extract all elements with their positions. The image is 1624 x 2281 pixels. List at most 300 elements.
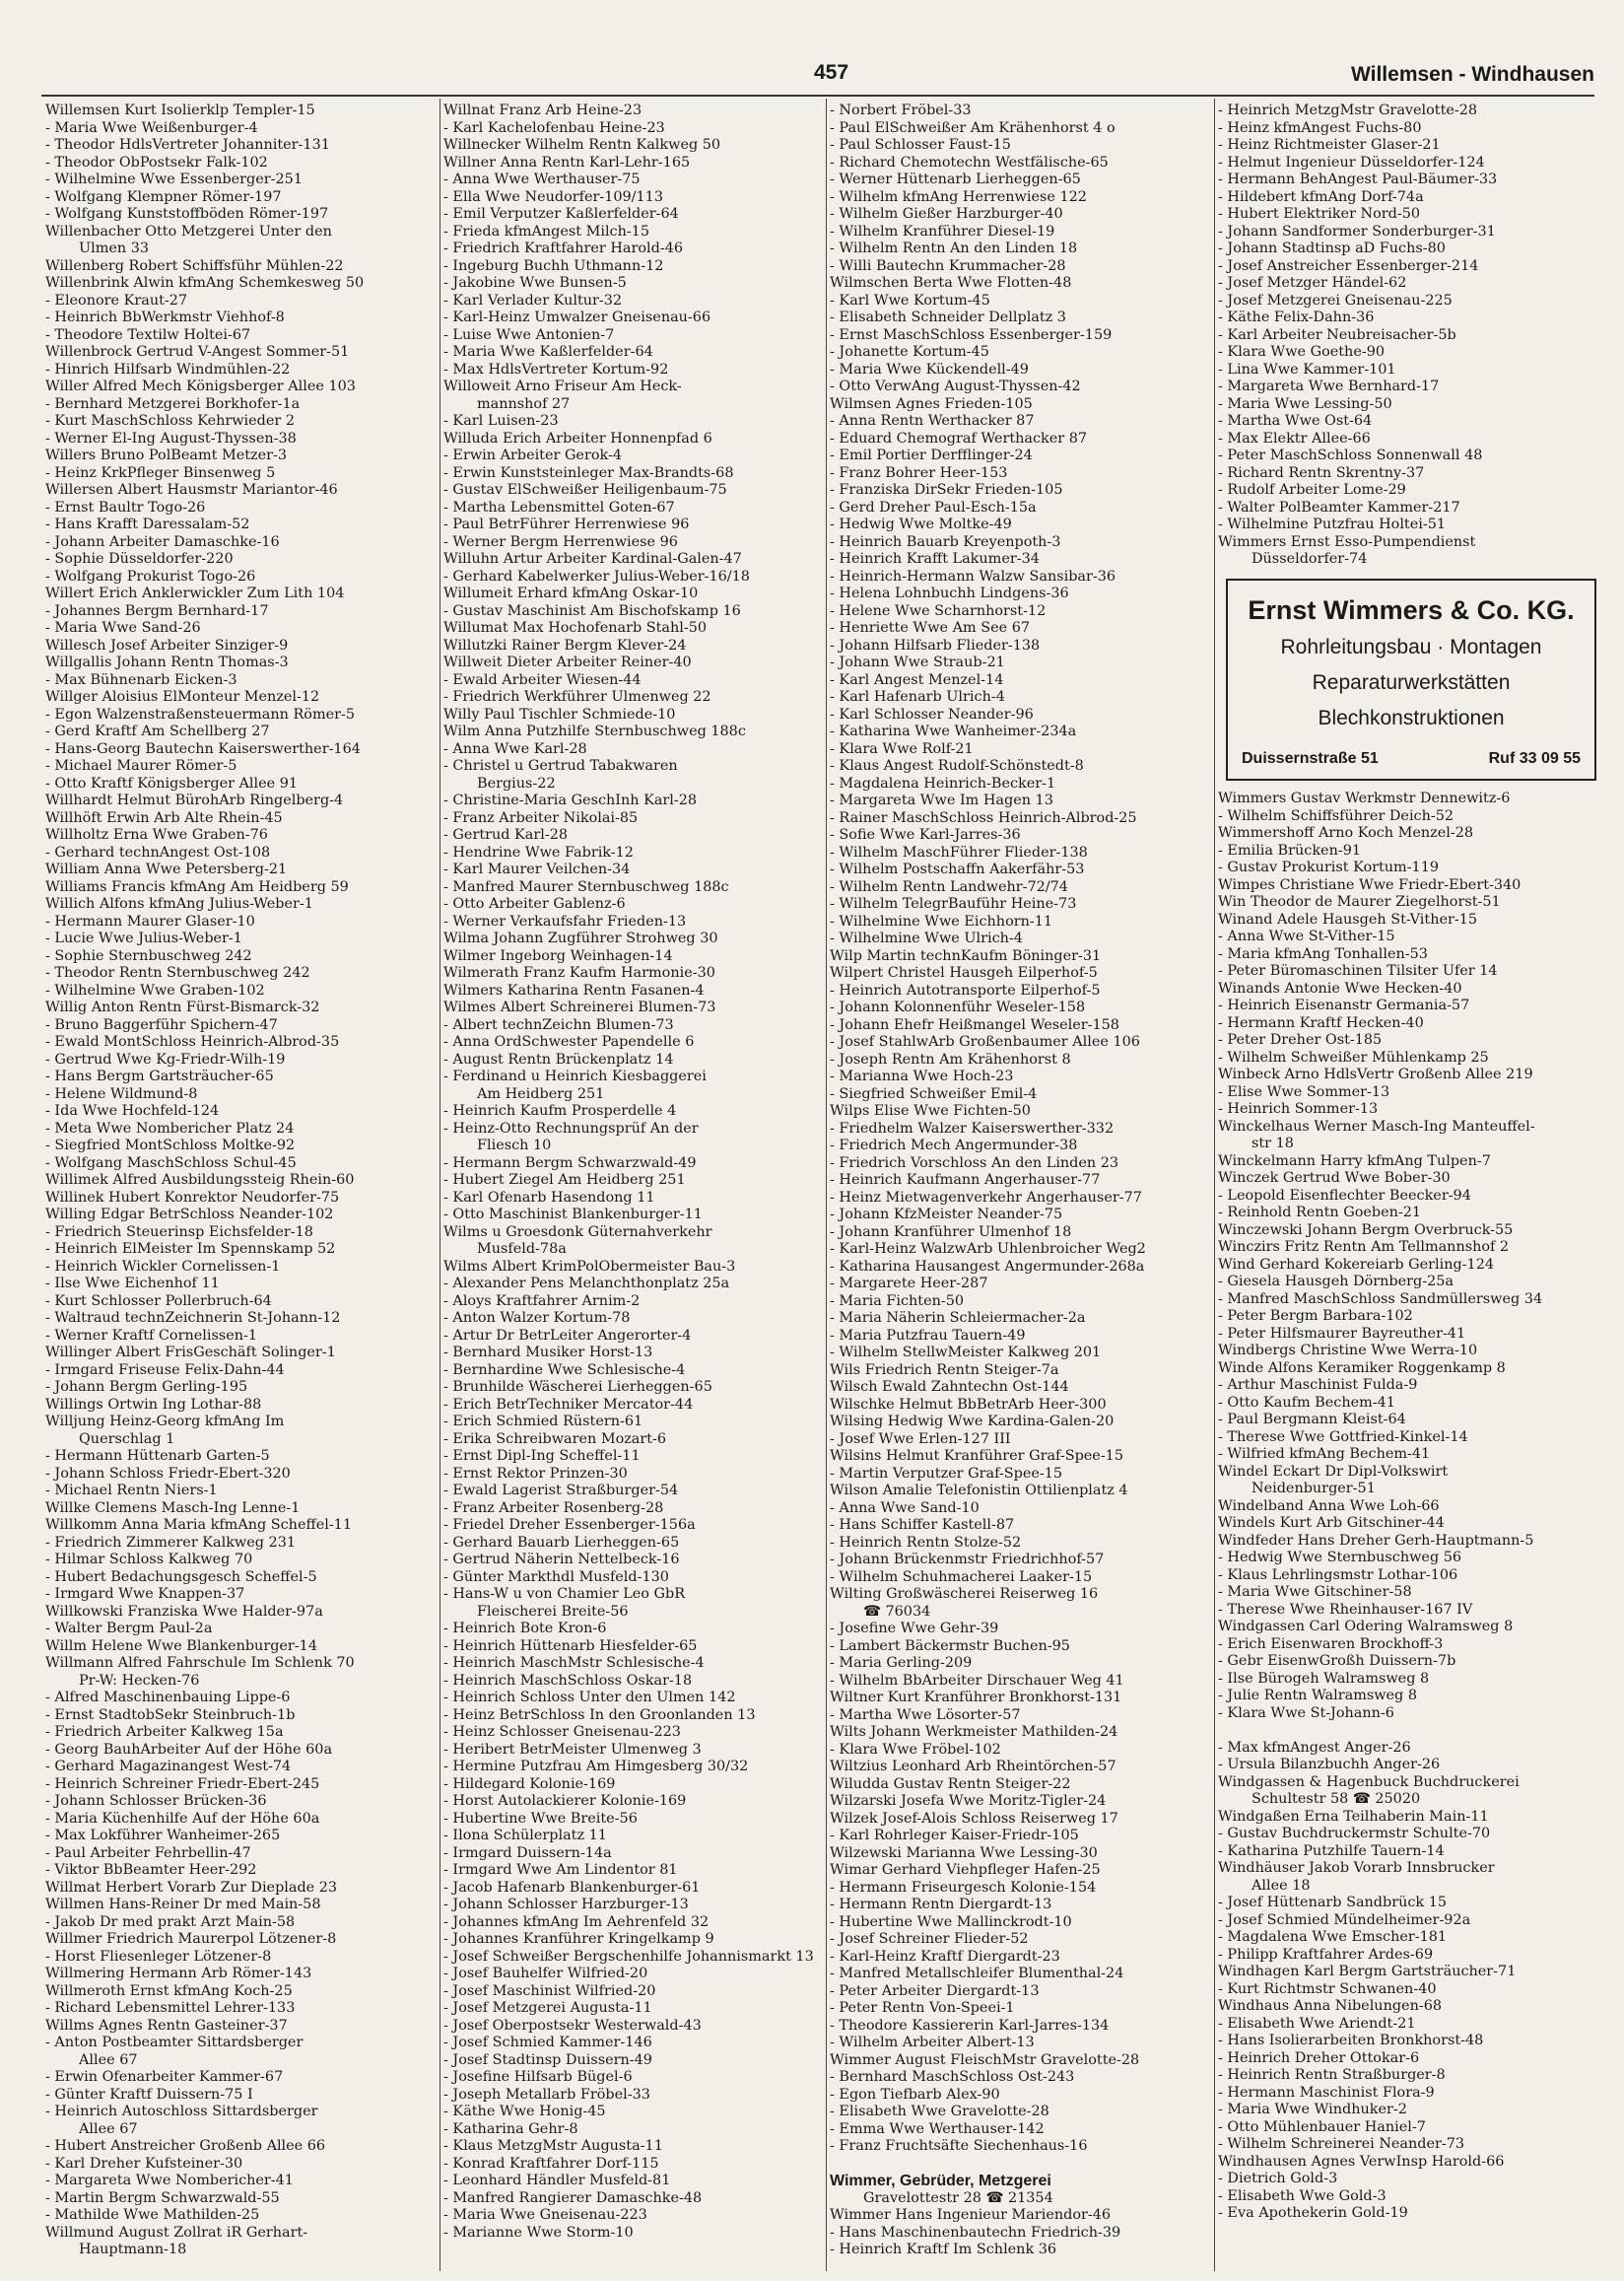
directory-entry: - Theodor HdlsVertreter Johanniter-131 <box>45 137 330 153</box>
directory-entry: - Marianna Wwe Hoch-23 <box>830 1069 1014 1084</box>
directory-entry: - Heinrich Wickler Cornelissen-1 <box>45 1258 281 1275</box>
directory-entry: - Maria Küchenhilfe Auf der Höhe 60a <box>45 1810 320 1827</box>
directory-entry: Willmer Friedrich Maurerpol Lötzener-8 <box>45 1931 337 1947</box>
directory-entry: - Karl Luisen-23 <box>443 413 559 429</box>
page-number: 457 <box>814 61 849 84</box>
directory-entry: - Irmgard Wwe Am Lindentor 81 <box>443 1862 678 1878</box>
directory-entry: - Franz Fruchtsäfte Siechenhaus-16 <box>830 2138 1088 2154</box>
directory-entry: - Wilhelm Gießer Harzburger-40 <box>830 206 1063 222</box>
directory-entry: Wimmers Gustav Werkmstr Dennewitz-6 <box>1218 791 1511 806</box>
directory-entry: - Josef Metzgerei Augusta-11 <box>443 2000 652 2016</box>
directory-entry: Willinek Hubert Konrektor Neudorfer-75 <box>45 1189 340 1206</box>
directory-entry: - Hermann Hüttenarb Garten-5 <box>45 1448 270 1464</box>
directory-entry: - Hendrine Wwe Fabrik-12 <box>443 844 634 861</box>
directory-entry: Fliesch 10 <box>477 1138 552 1153</box>
directory-entry: Willhardt Helmut BürohArb Ringelberg-4 <box>45 793 344 808</box>
directory-entry: - Gerhard Kabelwerker Julius-Weber-16/18 <box>443 568 750 585</box>
directory-entry: - Helena Lohnbuchh Lindgens-36 <box>830 586 1069 601</box>
directory-entry: - Otto Kraftf Königsberger Allee 91 <box>45 775 299 792</box>
directory-entry: - Gebr EisenwGroßh Duissern-7b <box>1218 1653 1456 1669</box>
directory-entry: - Heinrich MaschMstr Schlesische-4 <box>443 1655 705 1671</box>
directory-entry: - Josef Metzgerei Gneisenau-225 <box>1218 292 1453 309</box>
directory-entry: Willenbacher Otto Metzgerei Unter den <box>45 223 332 240</box>
directory-entry: - Heinz kfmAngest Fuchs-80 <box>1218 119 1422 136</box>
directory-entry: Wilma Johann Zugführer Strohweg 30 <box>443 931 718 946</box>
directory-entry: Windgassen Carl Odering Walramsweg 8 <box>1218 1619 1514 1634</box>
directory-entry: - Hildegard Kolonie-169 <box>443 1775 616 1792</box>
directory-entry: - Josef Hüttenarb Sandbrück 15 <box>1218 1895 1448 1910</box>
directory-entry: Willnat Franz Arb Heine-23 <box>443 103 643 118</box>
directory-entry: - Katharina Wwe Wanheimer-234a <box>830 724 1077 739</box>
directory-entry: - Willi Bautechn Krummacher-28 <box>830 257 1066 274</box>
advertisement-box <box>1226 579 1596 782</box>
directory-entry: - Albert technZeichn Blumen-73 <box>443 1016 674 1033</box>
directory-entry: - Anna Wwe Karl-28 <box>443 740 587 757</box>
directory-entry: - Karl Maurer Veilchen-34 <box>443 862 631 877</box>
directory-entry: - Karl Schlosser Neander-96 <box>830 706 1034 723</box>
directory-entry: Willnecker Wilhelm Rentn Kalkweg 50 <box>443 137 721 153</box>
directory-entry: - Friedrich Zimmerer Kalkweg 231 <box>45 1534 297 1551</box>
directory-entry: Wilzek Josef-Alois Schloss Reiserweg 17 <box>830 1810 1118 1827</box>
directory-entry: - Josef Maschinist Wilfried-20 <box>443 1982 656 1999</box>
directory-entry: - Anton Walzer Kortum-78 <box>443 1310 631 1326</box>
directory-entry: - Maria Wwe Weißenburger-4 <box>45 119 258 136</box>
directory-entry: - Theodor Rentn Sternbuschweg 242 <box>45 965 310 981</box>
directory-entry: Willkomm Anna Maria kfmAng Scheffel-11 <box>45 1517 352 1533</box>
directory-entry: - Ernst StadtobSekr Steinbruch-1b <box>45 1706 296 1723</box>
directory-entry: Wilmes Albert Schreinerei Blumen-73 <box>443 1000 716 1015</box>
directory-entry: - Peter Hilfsmaurer Bayreuther-41 <box>1218 1325 1466 1342</box>
directory-entry: Am Heidberg 251 <box>477 1085 605 1102</box>
directory-entry: - Sophie Düsseldorfer-220 <box>45 551 234 567</box>
directory-entry: - Klaus Angest Rudolf-Schönstedt-8 <box>830 758 1084 774</box>
directory-entry: - Viktor BbBeamter Heer-292 <box>45 1862 257 1878</box>
directory-entry: Querschlag 1 <box>79 1430 175 1447</box>
directory-entry: - Hermann Friseurgesch Kolonie-154 <box>830 1879 1097 1896</box>
directory-entry: - Otto Arbeiter Gablenz-6 <box>443 896 626 912</box>
directory-entry: - Luise Wwe Antonien-7 <box>443 326 615 343</box>
directory-entry: Wils Friedrich Rentn Steiger-7a <box>830 1361 1059 1378</box>
directory-entry: - Käthe Wwe Honig-45 <box>443 2104 606 2119</box>
directory-entry: Winde Alfons Keramiker Roggenkamp 8 <box>1218 1359 1506 1376</box>
directory-entry: Windels Kurt Arb Gitschiner-44 <box>1218 1515 1445 1531</box>
directory-entry: - Anton Postbeamter Sittardsberger <box>45 2035 304 2050</box>
directory-entry: Willert Erich Anklerwickler Zum Lith 104 <box>45 586 345 601</box>
directory-entry: - Hubert Elektriker Nord-50 <box>1218 206 1421 222</box>
directory-entry: Wimmers Ernst Esso-Pumpendienst <box>1218 533 1476 550</box>
directory-entry: - Maria Näherin Schleiermacher-2a <box>830 1310 1086 1326</box>
directory-entry: - Maria Wwe Windhuker-2 <box>1218 2102 1407 2117</box>
directory-entry: - Otto Mühlenbauer Haniel-7 <box>1218 2118 1426 2135</box>
directory-entry: - Johannes kfmAng Im Aehrenfeld 32 <box>443 1913 710 1930</box>
directory-entry: - Heinz Richtmeister Glaser-21 <box>1218 137 1441 153</box>
directory-entry: - Joseph Rentn Am Krähenhorst 8 <box>830 1051 1071 1068</box>
directory-entry: Wilm Anna Putzhilfe Sternbuschweg 188c <box>443 724 746 739</box>
directory-entry: Wimmer Hans Ingenieur Mariendor-46 <box>830 2207 1112 2223</box>
directory-entry: Willenbrink Alwin kfmAng Schemkesweg 50 <box>45 275 365 291</box>
directory-entry: - Elisabeth Wwe Gold-3 <box>1218 2187 1387 2204</box>
directory-entry: - Ursula Bilanzbuchh Anger-26 <box>1218 1757 1441 1772</box>
directory-entry: - Waltraud technZeichnerin St-Johann-12 <box>45 1310 341 1326</box>
directory-entry: Bergius-22 <box>477 775 556 792</box>
directory-entry: - Wilhelm Kranführer Diesel-19 <box>830 223 1055 240</box>
directory-entry: William Anna Wwe Petersberg-21 <box>45 862 288 877</box>
directory-entry: - Helene Wildmund-8 <box>45 1085 198 1102</box>
directory-entry: - Elisabeth Wwe Ariendt-21 <box>1218 2015 1416 2032</box>
directory-column-1 <box>45 103 435 2259</box>
directory-entry: - Helmut Ingenieur Düsseldorfer-124 <box>1218 154 1485 171</box>
directory-entry: - Wolfgang MaschSchloss Schul-45 <box>45 1154 297 1171</box>
directory-entry: Wilsins Helmut Kranführer Graf-Spee-15 <box>830 1448 1123 1464</box>
directory-entry: - Reinhold Rentn Goeben-21 <box>1218 1205 1422 1220</box>
directory-entry: - Paul Arbeiter Fehrbellin-47 <box>45 1844 251 1861</box>
directory-entry: Winczewski Johann Bergm Overbruck-55 <box>1218 1221 1514 1238</box>
directory-entry: - Hubertine Wwe Mallinckrodt-10 <box>830 1913 1072 1930</box>
directory-entry: Winand Adele Hausgeh St-Vither-15 <box>1218 911 1478 928</box>
directory-entry: Willings Ortwin Ing Lothar-88 <box>45 1396 262 1413</box>
directory-entry: - Josef Stadtinsp Duissern-49 <box>443 2051 652 2068</box>
directory-entry: - Marianne Wwe Storm-10 <box>443 2224 634 2241</box>
directory-entry: Willm Helene Wwe Blankenburger-14 <box>45 1637 317 1654</box>
directory-entry: - Hedwig Wwe Moltke-49 <box>830 517 1012 532</box>
directory-entry: - Irmgard Duissern-14a <box>443 1844 612 1861</box>
directory-entry: Wiludda Gustav Rentn Steiger-22 <box>830 1775 1071 1792</box>
directory-entry: - Gustav Maschinist Am Bischofskamp 16 <box>443 602 741 619</box>
directory-entry: Willmat Herbert Vorarb Zur Dieplade 23 <box>45 1879 338 1896</box>
directory-entry: Winczirs Fritz Rentn Am Tellmannshof 2 <box>1218 1239 1510 1255</box>
directory-entry: Willing Edgar BetrSchloss Neander-102 <box>45 1207 334 1222</box>
directory-entry: - Hans-Georg Bautechn Kaiserswerther-164 <box>45 740 361 757</box>
directory-entry: - Josefine Wwe Gehr-39 <box>830 1621 999 1636</box>
directory-entry: - Elisabeth Wwe Gravelotte-28 <box>830 2104 1049 2119</box>
directory-entry: - Helene Wwe Scharnhorst-12 <box>830 602 1047 619</box>
directory-entry: Willig Anton Rentn Fürst-Bismarck-32 <box>45 1000 320 1015</box>
directory-entry: - Johannes Kranführer Kringelkamp 9 <box>443 1931 714 1947</box>
directory-entry: Wimpes Christiane Wwe Friedr-Ebert-340 <box>1218 876 1522 893</box>
directory-entry: - Gertrud Karl-28 <box>443 827 569 843</box>
directory-entry: - Franz Bohrer Heer-153 <box>830 464 1008 481</box>
directory-entry: - Heinz-Otto Rechnungsprüf An der <box>443 1120 699 1137</box>
directory-entry: - Karl Arbeiter Neubreisacher-5b <box>1218 326 1456 343</box>
directory-entry: - Josef Metzger Händel-62 <box>1218 275 1407 291</box>
directory-entry: - Werner El-Ing August-Thyssen-38 <box>45 430 297 447</box>
directory-entry: Wilschke Helmut BbBetrArb Heer-300 <box>830 1396 1107 1413</box>
directory-entry: - Siegfried MontSchloss Moltke-92 <box>45 1138 296 1153</box>
directory-entry: Willuhn Artur Arbeiter Kardinal-Galen-47 <box>443 551 742 567</box>
directory-entry: - Magdalena Heinrich-Becker-1 <box>830 775 1056 792</box>
directory-entry: - Alexander Pens Melanchthonplatz 25a <box>443 1276 730 1291</box>
directory-entry: - Hinrich Hilfsarb Windmühlen-22 <box>45 361 291 378</box>
directory-entry: - Heinrich Bauarb Kreyenpoth-3 <box>830 533 1061 550</box>
directory-entry: - Katharina Putzhilfe Tauern-14 <box>1218 1842 1445 1859</box>
directory-entry: - Margareta Wwe Nombericher-41 <box>45 2173 294 2188</box>
directory-entry: Wilmsen Agnes Frieden-105 <box>830 395 1033 412</box>
directory-entry: - Hermine Putzfrau Am Himgesberg 30/32 <box>443 1759 749 1774</box>
directory-entry: - Brunhilde Wäscherei Lierheggen-65 <box>443 1379 712 1395</box>
directory-entry: - Max HdlsVertreter Kortum-92 <box>443 361 669 378</box>
directory-entry: - Max Bühnenarb Eicken-3 <box>45 671 237 688</box>
directory-entry: - Erwin Ofenarbeiter Kammer-67 <box>45 2069 284 2085</box>
directory-entry: - Christine-Maria GeschInh Karl-28 <box>443 793 698 808</box>
directory-entry: - Maria Wwe Gneisenau-223 <box>443 2207 647 2223</box>
directory-entry: - Jakob Dr med prakt Arzt Main-58 <box>45 1913 296 1930</box>
directory-entry: Willuda Erich Arbeiter Honnenpfad 6 <box>443 430 712 447</box>
directory-entry: - Paul ElSchweißer Am Krähenhorst 4 o <box>830 119 1116 136</box>
directory-entry: - Philipp Kraftfahrer Ardes-69 <box>1218 1946 1434 1963</box>
directory-entry: - Margareta Wwe Im Hagen 13 <box>830 793 1053 808</box>
directory-entry: - Michael Maurer Römer-5 <box>45 758 237 774</box>
directory-entry: - Johann Schlosser Brücken-36 <box>45 1793 267 1809</box>
directory-entry: - Peter Büromaschinen Tilsiter Ufer 14 <box>1218 963 1498 979</box>
directory-entry: - Wilfried kfmAng Bechem-41 <box>1218 1446 1431 1462</box>
directory-entry: - Heinrich Autotransporte Eilperhof-5 <box>830 982 1101 999</box>
directory-entry: Willenbrock Gertrud V-Angest Sommer-51 <box>45 344 350 360</box>
directory-entry: - Theodore Kassiererin Karl-Jarres-134 <box>830 2017 1110 2034</box>
directory-entry: - Wilhelm kfmAng Herrenwiese 122 <box>830 188 1087 205</box>
directory-entry: Willemsen Kurt Isolierklp Templer-15 <box>45 103 315 118</box>
directory-entry: - Theodor ObPostsekr Falk-102 <box>45 154 268 171</box>
directory-entry: Willholtz Erna Wwe Graben-76 <box>45 827 268 843</box>
directory-entry: Willmund August Zollrat iR Gerhart- <box>45 2224 308 2241</box>
directory-entry: - Klara Wwe St-Johann-6 <box>1218 1704 1394 1721</box>
directory-entry: - Wilhelm Rentn An den Linden 18 <box>830 241 1078 256</box>
directory-entry: - Hermann Rentn Diergardt-13 <box>830 1897 1052 1912</box>
directory-entry: - Ella Wwe Neudorfer-109/113 <box>443 188 663 205</box>
directory-entry: - Max kfmAngest Anger-26 <box>1218 1739 1411 1756</box>
directory-entry: - Elise Wwe Sommer-13 <box>1218 1083 1390 1100</box>
directory-entry: Wimar Gerhard Viehpfleger Hafen-25 <box>830 1862 1101 1878</box>
directory-entry: - Günter Kraftf Duissern-75 I <box>45 2086 253 2103</box>
ad-company-name: Ernst Wimmers & Co. KG. <box>1248 594 1575 625</box>
directory-entry: - Werner Bergm Herrenwiese 96 <box>443 533 678 550</box>
directory-entry: - Johannes Bergm Bernhard-17 <box>45 602 269 619</box>
directory-entry: - Eduard Chemograf Werthacker 87 <box>830 430 1088 447</box>
directory-entry: Winczek Gertrud Wwe Bober-30 <box>1218 1170 1451 1186</box>
directory-entry: - Günter Markthdl Musfeld-130 <box>443 1568 669 1585</box>
directory-entry: - Wilhelmine Wwe Graben-102 <box>45 982 265 999</box>
directory-entry: Willy Paul Tischler Schmiede-10 <box>443 706 676 723</box>
directory-entry: Wilp Martin technKaufm Böninger-31 <box>830 947 1102 964</box>
directory-entry: - Manfred Rangierer Damaschke-48 <box>443 2189 703 2206</box>
directory-entry: - Friedrich Vorschloss An den Linden 23 <box>830 1154 1119 1171</box>
directory-entry: - Eleonore Kraut-27 <box>45 292 188 309</box>
directory-entry: Windhausen Agnes VerwInsp Harold-66 <box>1218 2153 1505 2170</box>
directory-entry: - Heinrich Sommer-13 <box>1218 1101 1379 1117</box>
directory-entry: - Bernhard Metzgerei Borkhofer-1a <box>45 395 301 412</box>
directory-entry: - Kurt Schlosser Pollerbruch-64 <box>45 1292 272 1309</box>
directory-entry: - Josef Schreiner Flieder-52 <box>830 1931 1029 1947</box>
directory-entry: - Friedrich Werkführer Ulmenweg 22 <box>443 689 711 705</box>
directory-entry: Neidenburger-51 <box>1252 1481 1376 1496</box>
directory-entry: - Gustav ElSchweißer Heiligenbaum-75 <box>443 482 727 498</box>
directory-entry: - Mathilde Wwe Mathilden-25 <box>45 2207 260 2223</box>
directory-entry: - Johann Kolonnenführ Weseler-158 <box>830 1000 1086 1015</box>
directory-entry: - Werner Hüttenarb Lierheggen-65 <box>830 172 1081 187</box>
directory-entry: Wind Gerhard Kokereiarb Gerling-124 <box>1218 1256 1495 1273</box>
directory-entry: - Emil Verputzer Kaßlerfelder-64 <box>443 206 679 222</box>
directory-entry: - Hans Bergm Gartsträucher-65 <box>45 1069 274 1084</box>
directory-entry: - Emil Portier Derfflinger-24 <box>830 448 1033 463</box>
directory-entry: - Josef Wwe Erlen-127 III <box>830 1430 1011 1447</box>
directory-entry: - Otto VerwAng August-Thyssen-42 <box>830 379 1081 394</box>
directory-entry: - Alfred Maschinenbauing Lippe-6 <box>45 1690 291 1705</box>
directory-entry: - Heinz Schlosser Gneisenau-223 <box>443 1724 681 1740</box>
directory-entry: Wilzewski Marianna Wwe Lessing-30 <box>830 1844 1098 1861</box>
directory-entry: - Heinrich Krafft Lakumer-34 <box>830 551 1040 567</box>
directory-entry: - Maria Gerling-209 <box>830 1655 973 1671</box>
directory-entry: - Egon Walzenstraßensteuermann Römer-5 <box>45 706 356 723</box>
directory-entry: Windelband Anna Wwe Loh-66 <box>1218 1497 1440 1514</box>
directory-entry: Musfeld-78a <box>477 1241 567 1257</box>
directory-entry: - Anna Rentn Werthacker 87 <box>830 413 1035 429</box>
directory-entry: - Ewald MontSchloss Heinrich-Albrod-35 <box>45 1034 340 1050</box>
directory-entry: Wilps Elise Wwe Fichten-50 <box>830 1103 1031 1119</box>
ad-services-line: Rohrleitungsbau · Montagen <box>1280 635 1542 658</box>
directory-entry: - Wolfgang Klempner Römer-197 <box>45 188 282 205</box>
directory-entry: - Friedrich Steuerinsp Eichsfelder-18 <box>45 1223 313 1240</box>
directory-entry: Willersen Albert Hausmstr Mariantor-46 <box>45 482 338 498</box>
directory-entry: - Walter Bergm Paul-2a <box>45 1621 213 1636</box>
directory-entry: mannshof 27 <box>477 395 571 412</box>
directory-entry: str 18 <box>1252 1136 1294 1151</box>
directory-entry: - Gertrud Wwe Kg-Friedr-Wilh-19 <box>45 1051 286 1068</box>
directory-entry: - Kurt Richtmstr Schwanen-40 <box>1218 1980 1437 1997</box>
directory-entry: - Hans-W u von Chamier Leo GbR <box>443 1586 686 1602</box>
directory-entry: - Franziska DirSekr Frieden-105 <box>830 482 1063 498</box>
directory-entry: - Therese Wwe Rheinhauser-167 IV <box>1218 1601 1473 1618</box>
directory-entry: - Leopold Eisenflechter Beecker-94 <box>1218 1187 1471 1204</box>
directory-entry: - Heinrich BbWerkmstr Viehhof-8 <box>45 310 285 325</box>
directory-entry: Wilpert Christel Hausgeh Eilperhof-5 <box>830 965 1098 981</box>
directory-entry: - Artur Dr BetrLeiter Angerorter-4 <box>443 1327 692 1344</box>
directory-entry: - Elisabeth Schneider Dellplatz 3 <box>830 310 1066 325</box>
directory-entry: - Jacob Hafenarb Blankenburger-61 <box>443 1879 701 1896</box>
directory-entry: - Meta Wwe Nombericher Platz 24 <box>45 1120 295 1137</box>
directory-entry: Willgallis Johann Rentn Thomas-3 <box>45 655 289 670</box>
directory-entry: - Friedrich Kraftfahrer Harold-46 <box>443 241 684 256</box>
directory-entry: Willweit Dieter Arbeiter Reiner-40 <box>443 655 692 670</box>
directory-entry: - Karl-Heinz WalzwArb Uhlenbroicher Weg2 <box>830 1241 1146 1257</box>
directory-entry: - Heinrich MaschSchloss Oskar-18 <box>443 1672 693 1689</box>
directory-entry: - Martha Wwe Ost-64 <box>1218 413 1373 429</box>
directory-entry: - Walter PolBeamter Kammer-217 <box>1218 499 1460 516</box>
directory-entry: - Maria Fichten-50 <box>830 1292 965 1309</box>
directory-entry: - Otto Maschinist Blankenburger-11 <box>443 1207 703 1222</box>
directory-entry: - Michael Rentn Niers-1 <box>45 1483 218 1498</box>
directory-entry: Willmen Hans-Reiner Dr med Main-58 <box>45 1897 321 1912</box>
directory-entry: - Bruno Baggerführ Spichern-47 <box>45 1016 278 1033</box>
directory-entry: Wilmschen Berta Wwe Flotten-48 <box>830 275 1072 291</box>
directory-entry: - Peter MaschSchloss Sonnenwall 48 <box>1218 448 1483 463</box>
directory-entry: - Hilmar Schloss Kalkweg 70 <box>45 1552 253 1567</box>
directory-entry: - Wolfgang Kunststoffböden Römer-197 <box>45 206 329 222</box>
directory-entry: - Johann Stadtinsp aD Fuchs-80 <box>1218 241 1446 256</box>
directory-entry: - Martha Wwe Lösorter-57 <box>830 1706 1021 1723</box>
directory-entry: - Wilhelmine Putzfrau Holtei-51 <box>1218 517 1447 532</box>
directory-entry: - Wilhelmine Wwe Essenberger-251 <box>45 172 303 187</box>
directory-entry: Winckelhaus Werner Masch-Ing Manteuffel- <box>1218 1118 1535 1135</box>
directory-entry: Fleischerei Breite-56 <box>477 1603 629 1620</box>
directory-entry: - Hans Schiffer Kastell-87 <box>830 1517 1015 1533</box>
directory-entry: - Maria kfmAng Tonhallen-53 <box>1218 945 1428 962</box>
directory-entry: - Franz Arbeiter Rosenberg-28 <box>443 1499 664 1516</box>
directory-entry: - Käthe Felix-Dahn-36 <box>1218 310 1375 325</box>
directory-entry: - Werner Verkaufsfahr Frieden-13 <box>443 913 687 930</box>
directory-entry: - Friedhelm Walzer Kaiserswerther-332 <box>830 1120 1115 1137</box>
directory-entry: - Ilse Bürogeh Walramsweg 8 <box>1218 1670 1430 1687</box>
directory-entry: Wilts Johann Werkmeister Mathilden-24 <box>830 1724 1118 1740</box>
directory-entry: - Norbert Fröbel-33 <box>830 103 972 118</box>
directory-entry: - Sophie Sternbuschweg 242 <box>45 947 252 964</box>
directory-entry: - Karl Kachelofenbau Heine-23 <box>443 119 665 136</box>
directory-entry: - Julie Rentn Walramsweg 8 <box>1218 1688 1418 1703</box>
directory-entry: - Egon Tiefbarb Alex-90 <box>830 2086 1000 2103</box>
directory-entry: Wilms Albert KrimPolObermeister Bau-3 <box>443 1258 736 1275</box>
running-head: Willemsen - Windhausen <box>1351 63 1594 86</box>
directory-entry: - Erika Schreibwaren Mozart-6 <box>443 1430 667 1447</box>
directory-entry: - Hubert Ziegel Am Heidberg 251 <box>443 1172 686 1188</box>
directory-entry: - Emilia Brücken-91 <box>1218 842 1362 859</box>
directory-entry: - Heribert BetrMeister Ulmenweg 3 <box>443 1741 702 1758</box>
directory-entry: Willumat Max Hochofenarb Stahl-50 <box>443 620 708 636</box>
directory-entry: - Friedrich Arbeiter Kalkweg 15a <box>45 1724 284 1740</box>
directory-entry: Windhäuser Jakob Vorarb Innsbrucker <box>1218 1860 1495 1876</box>
directory-entry: Wilsch Ewald Zahntechn Ost-144 <box>830 1379 1069 1395</box>
directory-entry: Willke Clemens Masch-Ing Lenne-1 <box>45 1499 301 1516</box>
directory-entry: - Karl Hafenarb Ulrich-4 <box>830 689 1005 705</box>
directory-entry: - Josef Schmied Mündelheimer-92a <box>1218 1911 1471 1928</box>
directory-entry: - Bernhard MaschSchloss Ost-243 <box>830 2069 1075 2085</box>
directory-entry: Williams Francis kfmAng Am Heidberg 59 <box>45 878 349 895</box>
directory-entry: - Johanette Kortum-45 <box>830 344 989 360</box>
directory-entry: - Hermann Bergm Schwarzwald-49 <box>443 1154 697 1171</box>
directory-entry: - Hildebert kfmAng Dorf-74a <box>1218 188 1424 205</box>
directory-entry: - Werner Kraftf Cornelissen-1 <box>45 1327 258 1344</box>
directory-entry: - Heinrich Rentn Straßburger-8 <box>1218 2067 1446 2083</box>
directory-entry: - Johann Kranführer Ulmenhof 18 <box>830 1223 1072 1240</box>
directory-entry: Willmeroth Ernst kfmAng Koch-25 <box>45 1982 293 1999</box>
directory-entry: Wilmers Katharina Rentn Fasanen-4 <box>443 982 705 999</box>
directory-entry: - Maria Putzfrau Tauern-49 <box>830 1327 1026 1344</box>
directory-entry: - Josefine Hilfsarb Bügel-6 <box>443 2069 633 2085</box>
directory-entry: - Wilhelm Rentn Landwehr-72/74 <box>830 878 1068 895</box>
directory-entry: - Maria Wwe Sand-26 <box>45 620 201 636</box>
directory-entry: - Max Elektr Allee-66 <box>1218 430 1371 447</box>
directory-entry: Willhöft Erwin Arb Alte Rhein-45 <box>45 809 283 826</box>
directory-entry: - Karl Angest Menzel-14 <box>830 671 1004 688</box>
directory-entry: Wilms u Groesdonk Güternahverkehr <box>443 1223 712 1240</box>
directory-entry: - Ingeburg Buchh Uthmann-12 <box>443 257 664 274</box>
directory-entry: - Karl Ofenarb Hasendong 11 <box>443 1189 655 1206</box>
directory-entry: - Karl Rohrleger Kaiser-Friedr-105 <box>830 1828 1079 1843</box>
directory-entry: - Joseph Metallarb Fröbel-33 <box>443 2086 650 2103</box>
directory-entry: Hauptmann-18 <box>79 2242 187 2257</box>
directory-entry: - Josef Schweißer Bergschenhilfe Johannismarkt 13 <box>443 1948 814 1965</box>
directory-entry: - Heinrich MetzgMstr Gravelotte-28 <box>1218 103 1478 118</box>
directory-entry: - Karl Verlader Kultur-32 <box>443 292 623 309</box>
directory-entry: - Manfred Maurer Sternbuschweg 188c <box>443 878 729 895</box>
directory-entry: Willers Bruno PolBeamt Metzer-3 <box>45 448 287 463</box>
directory-entry: - Dietrich Gold-3 <box>1218 2171 1338 2186</box>
directory-entry: - Anna Wwe St-Vither-15 <box>1218 929 1395 944</box>
directory-entry: - Ernst MaschSchloss Essenberger-159 <box>830 326 1113 343</box>
directory-entry: - Heinrich Eisenanstr Germania-57 <box>1218 998 1470 1013</box>
directory-entry: - Ernst Rektor Prinzen-30 <box>443 1465 628 1482</box>
directory-entry: - Josef Bauhelfer Wilfried-20 <box>443 1966 648 1981</box>
directory-entry: - Aloys Kraftfahrer Arnim-2 <box>443 1292 641 1309</box>
directory-entry: - Johann Schlosser Harzburger-13 <box>443 1897 689 1912</box>
directory-column-4 <box>1218 103 1602 2223</box>
